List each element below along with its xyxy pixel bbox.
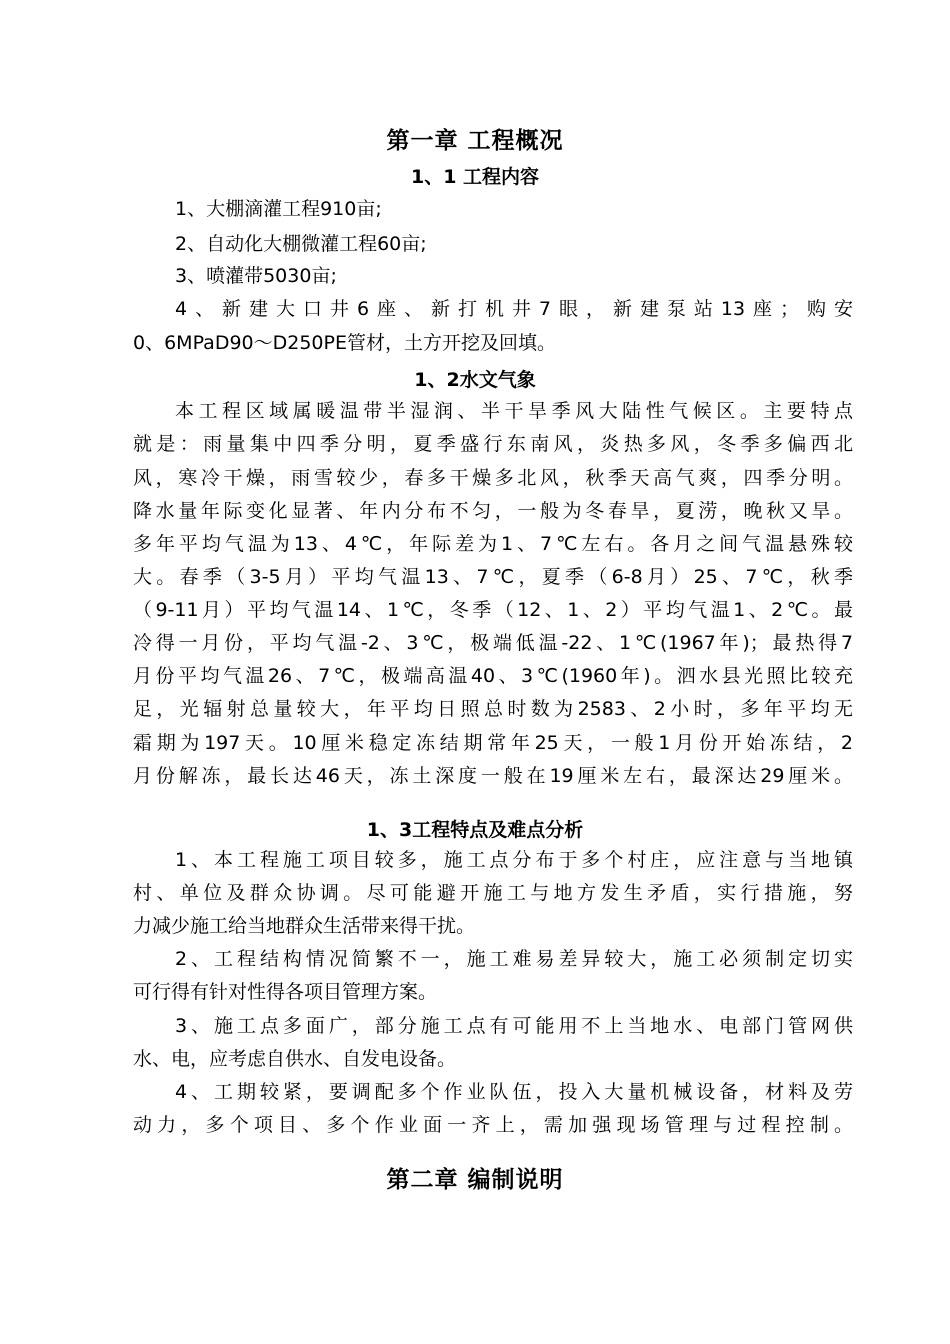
s13-line-8: 4、工期较紧，要调配多个作业队伍，投入大量机械设备，材料及劳 — [175, 1081, 853, 1103]
s13-line-3: 力减少施工给当地群众生活带来得干扰。 — [133, 915, 476, 937]
s13-line-4: 2、工程结构情况简繁不一，施工难易差异较大，施工必须制定切实 — [175, 948, 853, 970]
s12-line-7: （9-11月）平均气温14、1℃，冬季（12、1、2）平均气温1、2℃。最 — [133, 599, 853, 621]
s12-line-2: 就是：雨量集中四季分明，夏季盛行东南风，炎热多风，冬季多偏西北 — [133, 433, 853, 455]
s13-line-6: 3、施工点多面广，部分施工点有可能用不上当地水、电部门管网供 — [175, 1015, 853, 1037]
s13-line-1: 1、本工程施工项目较多，施工点分布于多个村庄，应注意与当地镇 — [175, 849, 853, 871]
s13-line-5: 可行得有针对性得各项目管理方案。 — [133, 981, 438, 1003]
s11-item-3: 3、喷灌带5030亩; — [175, 265, 337, 287]
chapter-2-title: 第二章 编制说明 — [386, 1167, 564, 1193]
s12-line-5: 多年平均气温为13、4℃，年际差为1、7℃左右。各月之间气温悬殊较 — [133, 533, 853, 555]
s12-line-11: 霜期为197天。10厘米稳定冻结期常年25天，一般1月份开始冻结，2 — [133, 732, 853, 754]
s12-line-9: 月份平均气温26、7℃，极端高温40、3℃(1960年)。泗水县光照比较充 — [133, 665, 853, 687]
s11-item-2: 2、自动化大棚微灌工程60亩; — [175, 233, 427, 255]
s12-line-10: 足，光辐射总量较大，年平均日照总时数为2583、2小时，多年平均无 — [133, 698, 853, 720]
s13-line-7: 水、电，应考虑自供水、自发电设备。 — [133, 1048, 457, 1070]
s12-line-1: 本工程区域属暖温带半湿润、半干旱季风大陆性气候区。主要特点 — [175, 400, 853, 422]
s12-line-8: 冷得一月份，平均气温-2、3℃，极端低温-22、1℃(1967年)；最热得7 — [133, 632, 853, 654]
s12-line-12: 月份解冻，最长达46天，冻土深度一般在19厘米左右，最深达29厘米。 — [133, 765, 853, 787]
section-1-3-title: 1、3工程特点及难点分析 — [366, 819, 584, 841]
section-1-2-title: 1、2水文气象 — [414, 369, 536, 391]
s13-line-2: 村、单位及群众协调。尽可能避开施工与地方发生矛盾，实行措施，努 — [133, 882, 853, 904]
s12-line-6: 大。春季（3-5月）平均气温13、7℃，夏季（6-8月）25、7℃，秋季 — [133, 566, 853, 588]
section-1-1-title: 1、1 工程内容 — [410, 166, 540, 188]
s11-item-1: 1、大棚滴灌工程910亩; — [175, 198, 382, 220]
s12-line-3: 风，寒冷干燥，雨雪较少，春多干燥多北风，秋季天高气爽，四季分明。 — [133, 467, 853, 489]
chapter-1-title: 第一章 工程概况 — [386, 128, 564, 154]
s11-item-4-cont: 0、6MPaD90～D250PE管材，土方开挖及回填。 — [133, 332, 556, 354]
s13-line-9: 动力，多个项目、多个作业面一齐上，需加强现场管理与过程控制。 — [133, 1114, 853, 1136]
s11-item-4: 4、新建大口井6座、新打机井7眼，新建泵站13座；购安 — [175, 298, 853, 320]
s12-line-4: 降水量年际变化显著、年内分布不匀，一般为冬春旱，夏涝，晚秋又旱。 — [133, 500, 853, 522]
